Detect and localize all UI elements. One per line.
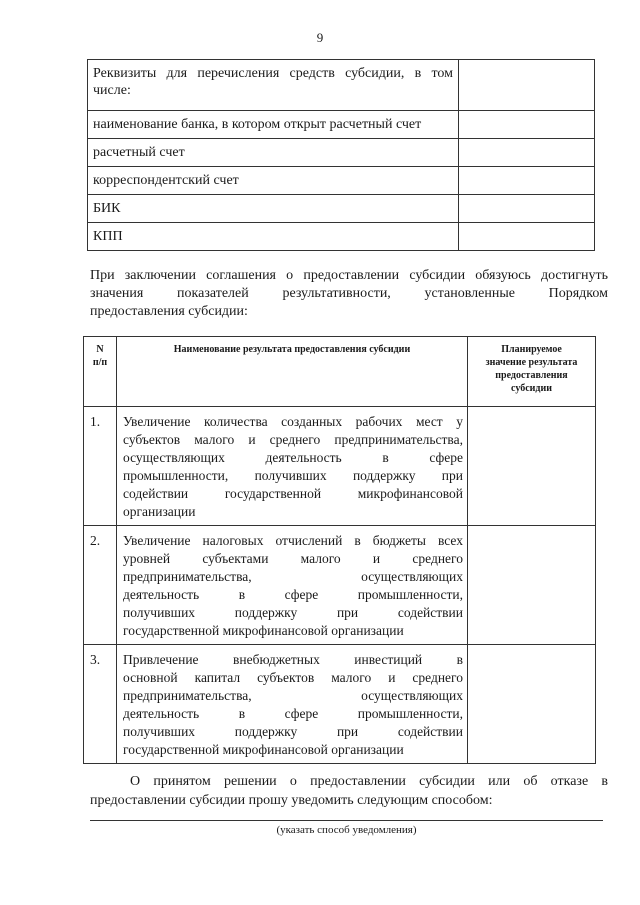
result-name — [117, 407, 468, 526]
requisites-label-line: числе: — [93, 83, 131, 98]
requisites-value-cell[interactable] — [459, 223, 595, 251]
results-header-row — [84, 337, 596, 407]
result-line: получивших поддержку при содействии — [123, 605, 463, 620]
result-line: Увеличение налоговых отчислений в бюджеты всех — [123, 533, 463, 548]
requisites-row — [88, 195, 595, 223]
result-line: деятельность в сфере промышленности, — [123, 587, 463, 602]
header-plan-line: субсидии — [511, 383, 552, 394]
result-line: промышленности, получивших поддержку при — [123, 468, 463, 483]
requisites-value-cell[interactable] — [459, 195, 595, 223]
notification-line: предоставлении субсидии прошу уведомить следующим способом: — [90, 793, 493, 808]
requisites-value-cell[interactable] — [459, 60, 595, 111]
result-line: организации — [123, 504, 196, 519]
result-line: деятельность в сфере промышленности, — [123, 706, 463, 721]
result-line: Увеличение количества созданных рабочих мест у — [123, 414, 463, 429]
result-line: содействии государственной микрофинансовой — [123, 486, 463, 501]
commitment-line: При заключении соглашения о предоставлении субсидии обязуюсь достигнуть — [90, 268, 608, 283]
row-number: 3. — [84, 645, 117, 764]
planned-value-cell[interactable] — [468, 526, 596, 645]
notification-method-caption: (указать способ уведомления) — [276, 824, 417, 836]
notification-line: О принятом решении о предоставлении субсидии или об отказе в — [130, 774, 608, 789]
result-name — [117, 645, 468, 764]
planned-value-cell[interactable] — [468, 645, 596, 764]
notification-method-field[interactable] — [90, 820, 603, 821]
header-plan-line: предоставления — [495, 370, 568, 381]
result-line: Привлечение внебюджетных инвестиций в — [123, 652, 463, 667]
page-number: 9 — [316, 30, 324, 45]
commitment-line: предоставления субсидии: — [90, 304, 248, 319]
result-line: предпринимательства, осуществляющих — [123, 688, 463, 703]
header-plan-line: Планируемое — [501, 344, 562, 355]
result-line: государственной микрофинансовой организации — [123, 742, 404, 757]
planned-value-cell[interactable] — [468, 407, 596, 526]
requisites-label: наименование банка, в котором открыт расчетный счет — [88, 111, 459, 139]
requisites-value-cell[interactable] — [459, 111, 595, 139]
header-plan — [468, 337, 596, 407]
result-line: государственной микрофинансовой организации — [123, 623, 404, 638]
result-line: уровней субъектами малого и среднего — [123, 551, 463, 566]
requisites-row — [88, 139, 595, 167]
result-line: субъектов малого и среднего предпринимательства, — [123, 432, 463, 447]
result-line: предпринимательства, осуществляющих — [123, 569, 463, 584]
results-row — [84, 645, 596, 764]
results-table — [83, 336, 596, 764]
commitment-line: значения показателей результативности, установленные Порядком — [90, 286, 608, 301]
requisites-label: БИК — [88, 195, 459, 223]
requisites-label-line: Реквизиты для перечисления средств субсидии, в том — [93, 66, 453, 81]
requisites-row — [88, 60, 595, 111]
requisites-label: расчетный счет — [88, 139, 459, 167]
results-row — [84, 526, 596, 645]
row-number: 1. — [84, 407, 117, 526]
header-name: Наименование результата предоставления субсидии — [117, 337, 468, 407]
row-number: 2. — [84, 526, 117, 645]
commitment-paragraph — [90, 267, 608, 321]
results-row — [84, 407, 596, 526]
header-num-line: п/п — [92, 357, 108, 368]
result-name — [117, 526, 468, 645]
requisites-value-cell[interactable] — [459, 167, 595, 195]
requisites-label: корреспондентский счет — [88, 167, 459, 195]
result-line: основной капитал субъектов малого и среднего — [123, 670, 463, 685]
requisites-row — [88, 167, 595, 195]
header-plan-line: значение результата — [485, 357, 578, 368]
requisites-value-cell[interactable] — [459, 139, 595, 167]
requisites-table — [87, 59, 595, 251]
header-num — [84, 337, 117, 407]
requisites-label — [88, 60, 459, 111]
requisites-label: КПП — [88, 223, 459, 251]
notification-request — [90, 772, 608, 810]
header-num-line: N — [96, 344, 104, 355]
requisites-row — [88, 223, 595, 251]
result-line: получивших поддержку при содействии — [123, 724, 463, 739]
result-line: осуществляющих деятельность в сфере — [123, 450, 463, 465]
requisites-row — [88, 111, 595, 139]
